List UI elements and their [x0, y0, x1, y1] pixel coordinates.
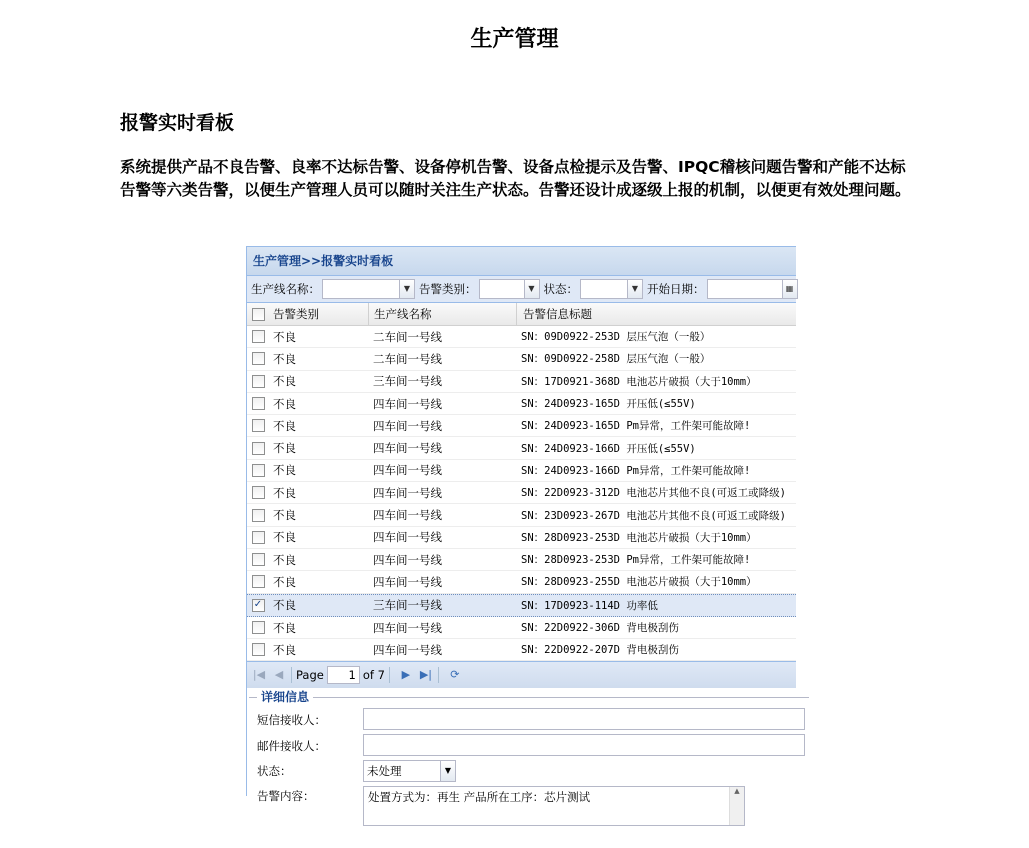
page-count: of 7	[362, 668, 385, 683]
cell-line-name: 三车间一号线	[373, 598, 442, 613]
breadcrumb: 生产管理>>报警实时看板	[247, 247, 796, 276]
pager-separator	[389, 667, 390, 683]
section-title: 报警实时看板	[120, 112, 235, 134]
row-checkbox[interactable]	[252, 397, 265, 410]
cell-alarm-type: 不良	[273, 329, 296, 344]
next-page-icon[interactable]: ▶	[401, 668, 411, 682]
cell-line-name: 四车间一号线	[373, 530, 442, 545]
filter-bar	[247, 276, 796, 303]
cell-line-name: 四车间一号线	[373, 552, 442, 567]
table-row[interactable]	[247, 326, 796, 348]
alarm-content-value: 处置方式为：再生 产品所在工序：芯片测试	[368, 790, 591, 805]
row-checkbox[interactable]	[252, 442, 265, 455]
last-page-icon[interactable]: ▶|	[419, 668, 432, 682]
app-screenshot	[246, 246, 796, 805]
filter-label-start-date: 开始日期：	[647, 282, 705, 296]
status-select[interactable]	[363, 760, 456, 782]
cell-alarm-title: SN：28D0923-255D 电池芯片破损（大于10mm）	[521, 576, 757, 589]
pager-separator	[291, 667, 292, 683]
table-row[interactable]	[247, 617, 796, 639]
cell-alarm-title: SN：22D0923-312D 电池芯片其他不良(可返工或降级)	[521, 487, 786, 500]
filter-label-status: 状态：	[543, 282, 578, 296]
first-page-icon[interactable]: |◀	[252, 668, 266, 682]
cell-alarm-type: 不良	[273, 620, 296, 635]
cell-alarm-type: 不良	[273, 441, 296, 456]
description-paragraph: 系统提供产品不良告警、良率不达标告警、设备停机告警、设备点检提示及告警、IPQC稽核问题告警和产能不达标告警等六类告警，以便生产管理人员可以随时关注生产状态。告警还设计成逐级上报的机制，以便更有效处理问题。	[120, 158, 911, 199]
status-value: 未处理	[367, 764, 402, 779]
cell-alarm-title: SN：17D0923-114D 功率低	[521, 599, 658, 612]
sms-recipient-input[interactable]	[363, 708, 805, 730]
cell-alarm-title: SN：24D0923-165D 开压低(≤55V)	[521, 398, 696, 411]
chevron-down-icon[interactable]: ▼	[524, 280, 539, 298]
grid-body	[247, 326, 796, 661]
status-combo[interactable]	[580, 279, 643, 299]
column-header-line[interactable]: 生产线名称	[369, 303, 517, 325]
cell-alarm-type: 不良	[273, 463, 296, 478]
cell-alarm-title: SN：28D0923-253D Pm异常，工件架可能故障!	[521, 554, 751, 567]
select-all-checkbox[interactable]	[252, 308, 265, 321]
page-label: Page	[296, 668, 324, 683]
cell-alarm-title: SN：24D0923-166D 开压低(≤55V)	[521, 442, 696, 455]
pager-separator	[438, 667, 439, 683]
filter-label-line: 生产线名称：	[251, 282, 320, 296]
cell-line-name: 二车间一号线	[373, 329, 442, 344]
sms-recipient-label: 短信接收人：	[257, 713, 326, 728]
chevron-down-icon[interactable]: ▼	[399, 280, 414, 298]
cell-line-name: 四车间一号线	[373, 620, 442, 635]
cell-alarm-title: SN：22D0922-207D 背电极刮伤	[521, 644, 679, 657]
cell-alarm-type: 不良	[273, 552, 296, 567]
row-checkbox[interactable]	[252, 486, 265, 499]
cell-alarm-type: 不良	[273, 574, 296, 589]
table-row[interactable]	[247, 415, 796, 437]
cell-alarm-type: 不良	[273, 485, 296, 500]
cell-line-name: 四车间一号线	[373, 396, 442, 411]
alarm-content-label: 告警内容：	[257, 789, 315, 804]
cell-alarm-type: 不良	[273, 374, 296, 389]
table-row[interactable]	[247, 504, 796, 526]
cell-line-name: 二车间一号线	[373, 351, 442, 366]
cell-line-name: 四车间一号线	[373, 642, 442, 657]
status-label: 状态：	[257, 764, 292, 779]
alarm-content-textarea[interactable]	[363, 786, 745, 826]
refresh-icon[interactable]: ⟳	[450, 668, 460, 682]
cell-alarm-title: SN：09D0922-253D 层压气泡（一般）	[521, 331, 711, 344]
row-checkbox[interactable]	[252, 419, 265, 432]
cell-alarm-type: 不良	[273, 351, 296, 366]
cell-alarm-type: 不良	[273, 598, 296, 613]
row-checkbox[interactable]	[252, 621, 265, 634]
table-row[interactable]	[247, 549, 796, 571]
cell-alarm-title: SN：24D0923-165D Pm异常，工件架可能故障!	[521, 420, 751, 433]
table-row[interactable]	[247, 371, 796, 393]
table-row[interactable]	[247, 348, 796, 370]
cell-alarm-title: SN：28D0923-253D 电池芯片破损（大于10mm）	[521, 531, 757, 544]
start-date-field[interactable]	[707, 279, 798, 299]
cell-line-name: 四车间一号线	[373, 485, 442, 500]
table-row[interactable]	[247, 460, 796, 482]
cell-line-name: 四车间一号线	[373, 418, 442, 433]
scrollbar[interactable]: ▲	[729, 787, 744, 825]
mail-recipient-label: 邮件接收人：	[257, 739, 326, 754]
pager	[247, 661, 796, 688]
table-row[interactable]	[247, 482, 796, 504]
page-number-input[interactable]: 1	[327, 666, 360, 684]
cell-alarm-type: 不良	[273, 642, 296, 657]
filter-label-type: 告警类别：	[419, 282, 477, 296]
table-row[interactable]	[247, 639, 796, 661]
table-row[interactable]	[247, 393, 796, 415]
row-checkbox[interactable]	[252, 375, 265, 388]
prev-page-icon[interactable]: ◀	[274, 668, 284, 682]
row-checkbox[interactable]	[252, 330, 265, 343]
row-checkbox[interactable]	[252, 464, 265, 477]
row-checkbox[interactable]	[252, 352, 265, 365]
chevron-down-icon[interactable]: ▼	[440, 761, 455, 781]
cell-line-name: 四车间一号线	[373, 441, 442, 456]
legend-divider	[249, 697, 809, 698]
cell-alarm-title: SN：09D0922-258D 层压气泡（一般）	[521, 353, 711, 366]
row-checkbox[interactable]	[252, 509, 265, 522]
mail-recipient-input[interactable]	[363, 734, 805, 756]
cell-alarm-title: SN：17D0921-368D 电池芯片破损（大于10mm）	[521, 375, 757, 388]
row-checkbox[interactable]	[252, 575, 265, 588]
cell-alarm-type: 不良	[273, 418, 296, 433]
cell-alarm-title: SN：23D0923-267D 电池芯片其他不良(可返工或降级)	[521, 509, 786, 522]
cell-alarm-type: 不良	[273, 530, 296, 545]
cell-line-name: 四车间一号线	[373, 574, 442, 589]
alarm-type-combo[interactable]	[479, 279, 540, 299]
row-checkbox[interactable]	[252, 643, 265, 656]
row-checkbox[interactable]: ✓	[252, 599, 265, 612]
cell-line-name: 四车间一号线	[373, 508, 442, 523]
column-header-title[interactable]: 告警信息标题	[523, 307, 592, 321]
cell-alarm-title: SN：22D0922-306D 背电极刮伤	[521, 622, 679, 634]
detail-legend: 详细信息	[257, 688, 313, 705]
column-header-type[interactable]: 告警类别	[269, 303, 369, 325]
cell-line-name: 三车间一号线	[373, 374, 442, 389]
row-checkbox[interactable]	[252, 531, 265, 544]
calendar-icon[interactable]: ▦	[782, 280, 797, 298]
table-row[interactable]	[247, 437, 796, 459]
table-row[interactable]	[247, 527, 796, 549]
cell-alarm-title: SN：24D0923-166D Pm异常，工件架可能故障!	[521, 464, 751, 477]
cell-alarm-type: 不良	[273, 508, 296, 523]
cell-line-name: 四车间一号线	[373, 463, 442, 478]
detail-panel	[247, 688, 796, 848]
grid-header	[247, 303, 796, 326]
cell-alarm-type: 不良	[273, 396, 296, 411]
table-row[interactable]	[247, 594, 796, 617]
line-name-combo[interactable]	[322, 279, 415, 299]
chevron-down-icon[interactable]: ▼	[627, 280, 642, 298]
row-checkbox[interactable]	[252, 553, 265, 566]
table-row[interactable]	[247, 571, 796, 593]
page-title: 生产管理	[470, 27, 559, 52]
